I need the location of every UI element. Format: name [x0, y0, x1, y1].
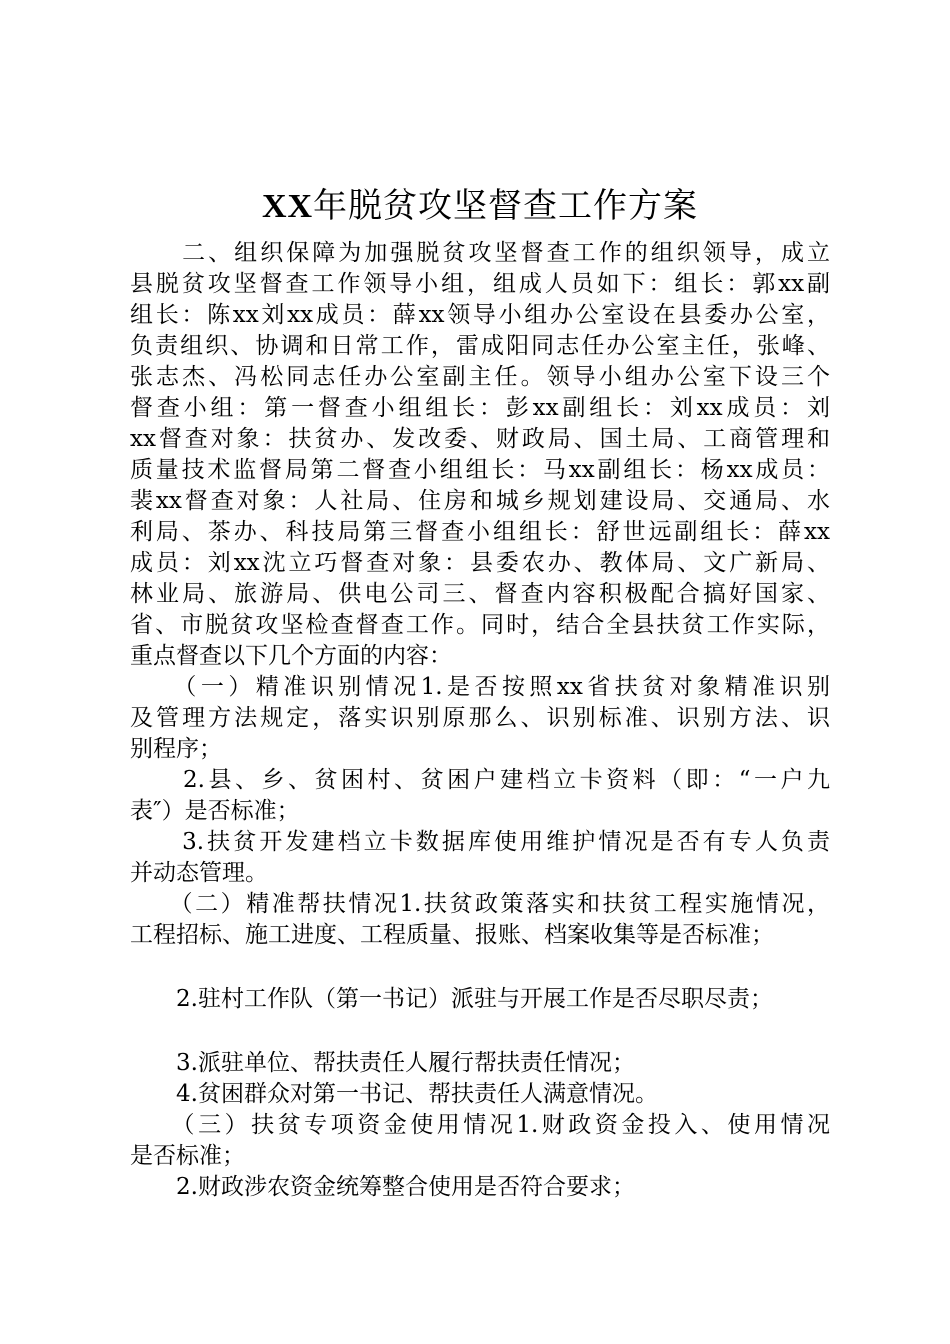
text-line: 是否标准；	[130, 1143, 245, 1169]
paragraph-special-funds	[130, 1110, 830, 1172]
paragraph-satisfaction	[130, 1079, 830, 1110]
text-line: 成员：刘xx沈立巧督查对象：县委农办、教体局、文广新局、	[130, 550, 830, 576]
text-line: 张志杰、冯松同志任办公室副主任。领导小组办公室下设三个	[130, 364, 830, 390]
spacer	[130, 951, 830, 984]
text-line: （一）精准识别情况1.是否按照xx省扶贫对象精准识别	[130, 674, 830, 700]
text-line: 表″）是否标准；	[130, 798, 300, 824]
paragraph-precise-identification	[130, 672, 830, 765]
paragraph-agri-funds	[130, 1172, 830, 1203]
document-body	[130, 238, 830, 1203]
paragraph-organization	[130, 238, 830, 672]
spacer	[130, 1015, 830, 1048]
page-title	[130, 182, 830, 231]
text-line: 3.扶贫开发建档立卡数据库使用维护情况是否有专人负责	[130, 829, 830, 855]
paragraph-village-team	[130, 984, 830, 1015]
title-prefix: XX	[261, 188, 314, 225]
text-line: （二）精准帮扶情况1.扶贫政策落实和扶贫工程实施情况，	[130, 891, 830, 917]
text-line: 重点督查以下几个方面的内容：	[130, 643, 452, 669]
text-line: 裴xx督查对象：人社局、住房和城乡规划建设局、交通局、水	[130, 488, 830, 514]
text-line: 质量技术监督局第二督查小组组长：马xx副组长：杨xx成员：	[130, 457, 830, 483]
text-line: 2.县、乡、贫困村、贫困户建档立卡资料（即：“一户九	[130, 767, 830, 793]
paragraph-item-3-database	[130, 827, 830, 889]
text-line: 县脱贫攻坚督查工作领导小组，组成人员如下：组长：郭xx副	[130, 271, 830, 297]
title-main: 年脱贫攻坚督查工作方案	[313, 186, 699, 226]
text-line: 督查小组：第一督查小组组长：彭xx副组长：刘xx成员：刘	[130, 395, 830, 421]
paragraph-item-2-records	[130, 765, 830, 827]
text-line: 省、市脱贫攻坚检查督查工作。同时，结合全县扶贫工作实际，	[130, 612, 830, 638]
text-line: 利局、茶办、科技局第三督查小组组长：舒世远副组长：薛xx	[130, 519, 830, 545]
text-line: 并动态管理。	[130, 860, 268, 886]
text-line: 3.派驻单位、帮扶责任人履行帮扶责任情况；	[130, 1050, 635, 1076]
text-line: 二、组织保障为加强脱贫攻坚督查工作的组织领导，成立	[130, 240, 830, 266]
text-line: 别程序；	[130, 736, 222, 762]
text-line: 林业局、旅游局、供电公司三、督查内容积极配合搞好国家、	[130, 581, 830, 607]
text-line: 4.贫困群众对第一书记、帮扶责任人满意情况。	[130, 1081, 658, 1107]
text-line: 及管理方法规定，落实识别原那么、识别标准、识别方法、识	[130, 705, 830, 731]
text-line: （三）扶贫专项资金使用情况1.财政资金投入、使用情况	[130, 1112, 830, 1138]
paragraph-assistance-units	[130, 1048, 830, 1079]
text-line: 组长：陈xx刘xx成员：薛xx领导小组办公室设在县委办公室，	[130, 302, 830, 328]
paragraph-precise-assistance	[130, 889, 830, 951]
text-line: 工程招标、施工进度、工程质量、报账、档案收集等是否标准；	[130, 922, 774, 948]
text-line: xx督查对象：扶贫办、发改委、财政局、国土局、工商管理和	[130, 426, 830, 452]
text-line: 负责组织、协调和日常工作，雷成阳同志任办公室主任，张峰、	[130, 333, 830, 359]
text-line: 2.驻村工作队（第一书记）派驻与开展工作是否尽职尽责；	[130, 986, 773, 1012]
text-line: 2.财政涉农资金统筹整合使用是否符合要求；	[130, 1174, 635, 1200]
